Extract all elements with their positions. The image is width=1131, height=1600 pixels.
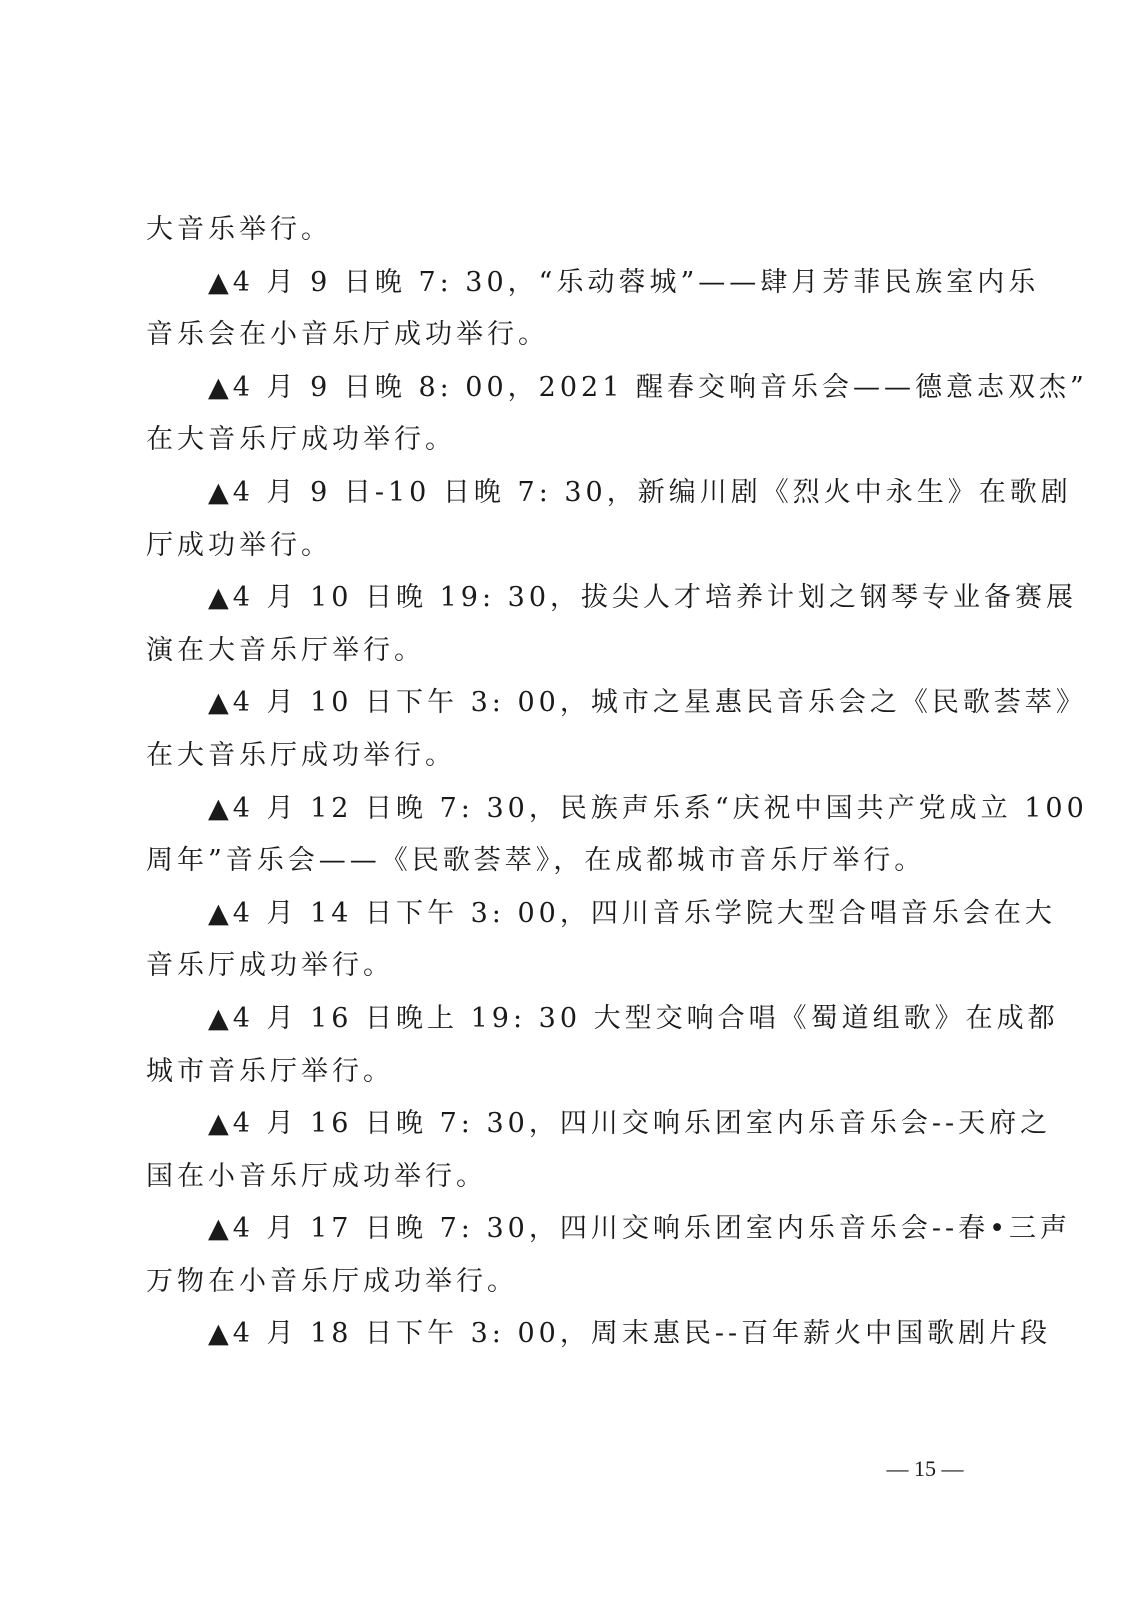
text-line: 在大音乐厅成功举行。 (146, 739, 456, 771)
text-line: 演在大音乐厅举行。 (146, 634, 425, 666)
text-line: ▲4 月 18 日下午 3: 00，周末惠民--百年薪火中国歌剧片段 (208, 1318, 1052, 1350)
text-line: 大音乐举行。 (146, 214, 332, 245)
text-line: ▲4 月 16 日晚上 19: 30 大型交响合唱《蜀道组歌》在成都 (208, 1002, 1059, 1034)
text-line: 音乐会在小音乐厅成功举行。 (146, 319, 549, 351)
text-line: ▲4 月 9 日-10 日晚 7: 30，新编川剧《烈火中永生》在歌剧 (208, 476, 1072, 508)
text-line: ▲4 月 12 日晚 7: 30，民族声乐系“庆祝中国共产党成立 100 (208, 792, 1088, 824)
page-number: — 15 — (886, 1456, 964, 1481)
text-line: 厅成功举行。 (146, 529, 332, 561)
text-line: 在大音乐厅成功举行。 (146, 424, 456, 456)
text-line: ▲4 月 9 日晚 7: 30，“乐动蓉城”——肆月芳菲民族室内乐 (208, 266, 1040, 298)
text-line: 周年”音乐会——《民歌荟萃》，在成都城市音乐厅举行。 (146, 845, 926, 877)
text-line: 国在小音乐厅成功举行。 (146, 1160, 487, 1192)
text-line: ▲4 月 14 日下午 3: 00，四川音乐学院大型合唱音乐会在大 (208, 897, 1056, 929)
text-line: 音乐厅成功举行。 (146, 950, 394, 982)
body-text (146, 204, 1088, 1361)
text-line: ▲4 月 10 日下午 3: 00，城市之星惠民音乐会之《民歌荟萃》 (208, 687, 1087, 719)
text-line: ▲4 月 16 日晚 7: 30，四川交响乐团室内乐音乐会--天府之 (208, 1108, 1052, 1140)
text-line: 万物在小音乐厅成功举行。 (146, 1265, 518, 1297)
text-line: ▲4 月 17 日晚 7: 30，四川交响乐团室内乐音乐会--春•三声 (208, 1213, 1072, 1245)
text-line: ▲4 月 9 日晚 8: 00，2021 醒春交响音乐会——德意志双杰” (208, 371, 1088, 403)
text-line: ▲4 月 10 日晚 19: 30，拔尖人才培养计划之钢琴专业备赛展 (208, 582, 1078, 614)
text-line: 城市音乐厅举行。 (146, 1055, 394, 1087)
